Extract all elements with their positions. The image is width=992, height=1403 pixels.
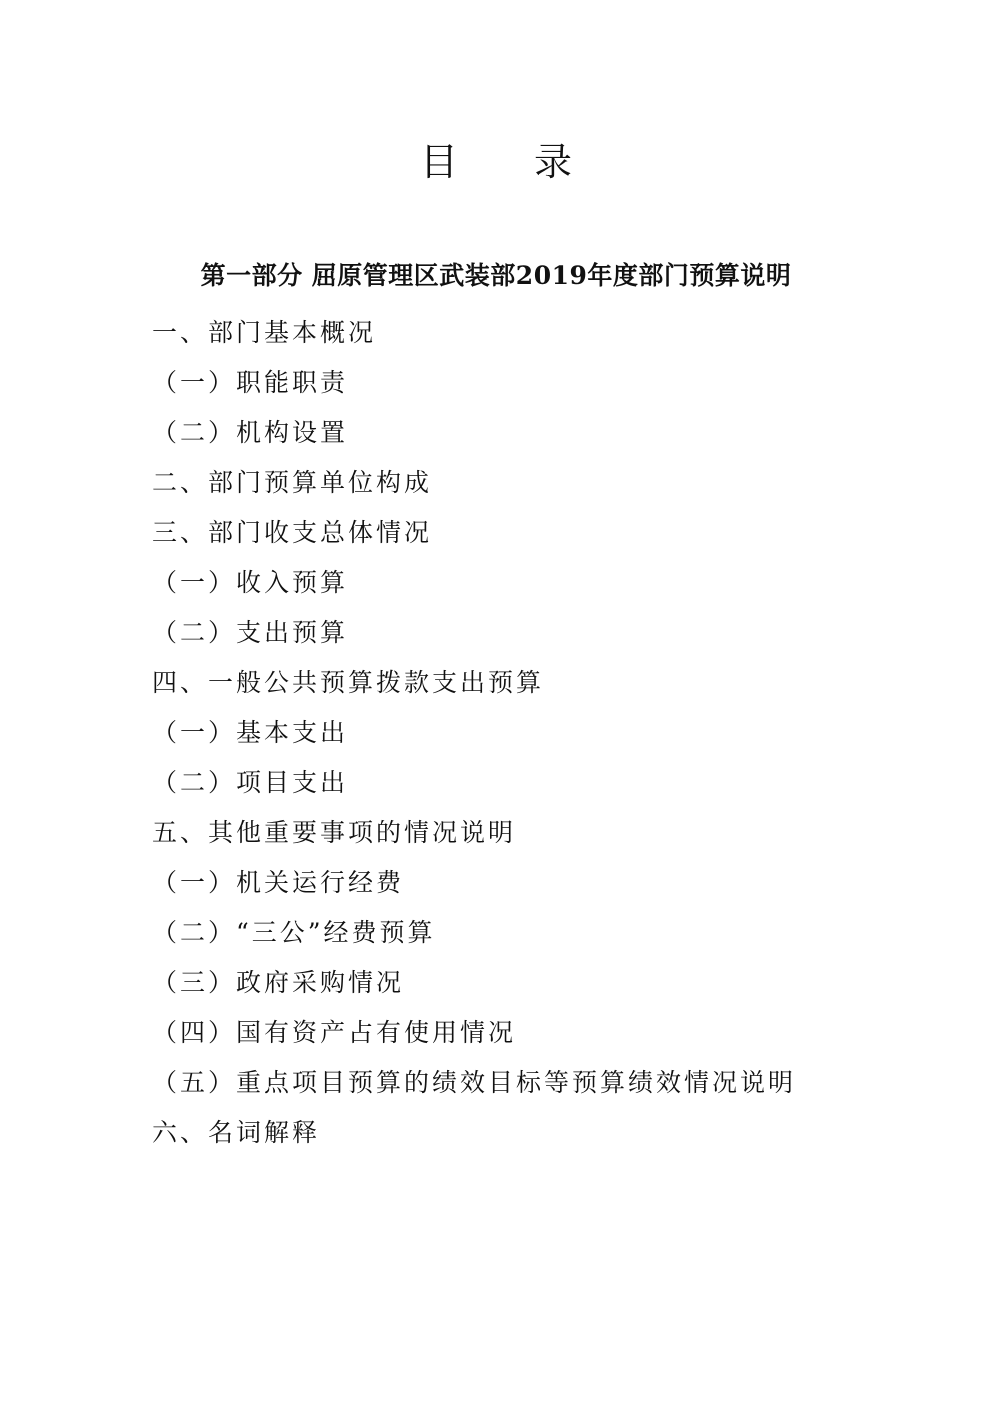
toc-item: （一）基本支出 xyxy=(152,718,349,747)
toc-item: （二）项目支出 xyxy=(152,768,349,797)
page-title: 目 录 xyxy=(419,140,605,184)
toc-item: （四）国有资产占有使用情况 xyxy=(152,1018,517,1047)
part-heading: 第一部分 屈原管理区武装部2019年度部门预算说明 xyxy=(200,261,792,290)
toc-item: 六、名词解释 xyxy=(152,1118,321,1147)
toc-item: （三）政府采购情况 xyxy=(152,968,405,997)
toc-item: 三、部门收支总体情况 xyxy=(152,518,433,547)
toc-item: （一）职能职责 xyxy=(152,368,349,397)
toc-item: 四、一般公共预算拨款支出预算 xyxy=(152,668,545,697)
toc-item: （一）机关运行经费 xyxy=(152,868,405,897)
toc-item: （一）收入预算 xyxy=(152,568,349,597)
table-of-contents xyxy=(152,308,912,1158)
toc-item: （五）重点项目预算的绩效目标等预算绩效情况说明 xyxy=(152,1068,797,1097)
toc-item: （二）机构设置 xyxy=(152,418,349,447)
toc-item: （二）“三公”经费预算 xyxy=(152,918,436,947)
toc-item: 二、部门预算单位构成 xyxy=(152,468,433,497)
toc-item: （二）支出预算 xyxy=(152,618,349,647)
toc-item: 五、其他重要事项的情况说明 xyxy=(152,818,517,847)
toc-item: 一、部门基本概况 xyxy=(152,318,377,347)
